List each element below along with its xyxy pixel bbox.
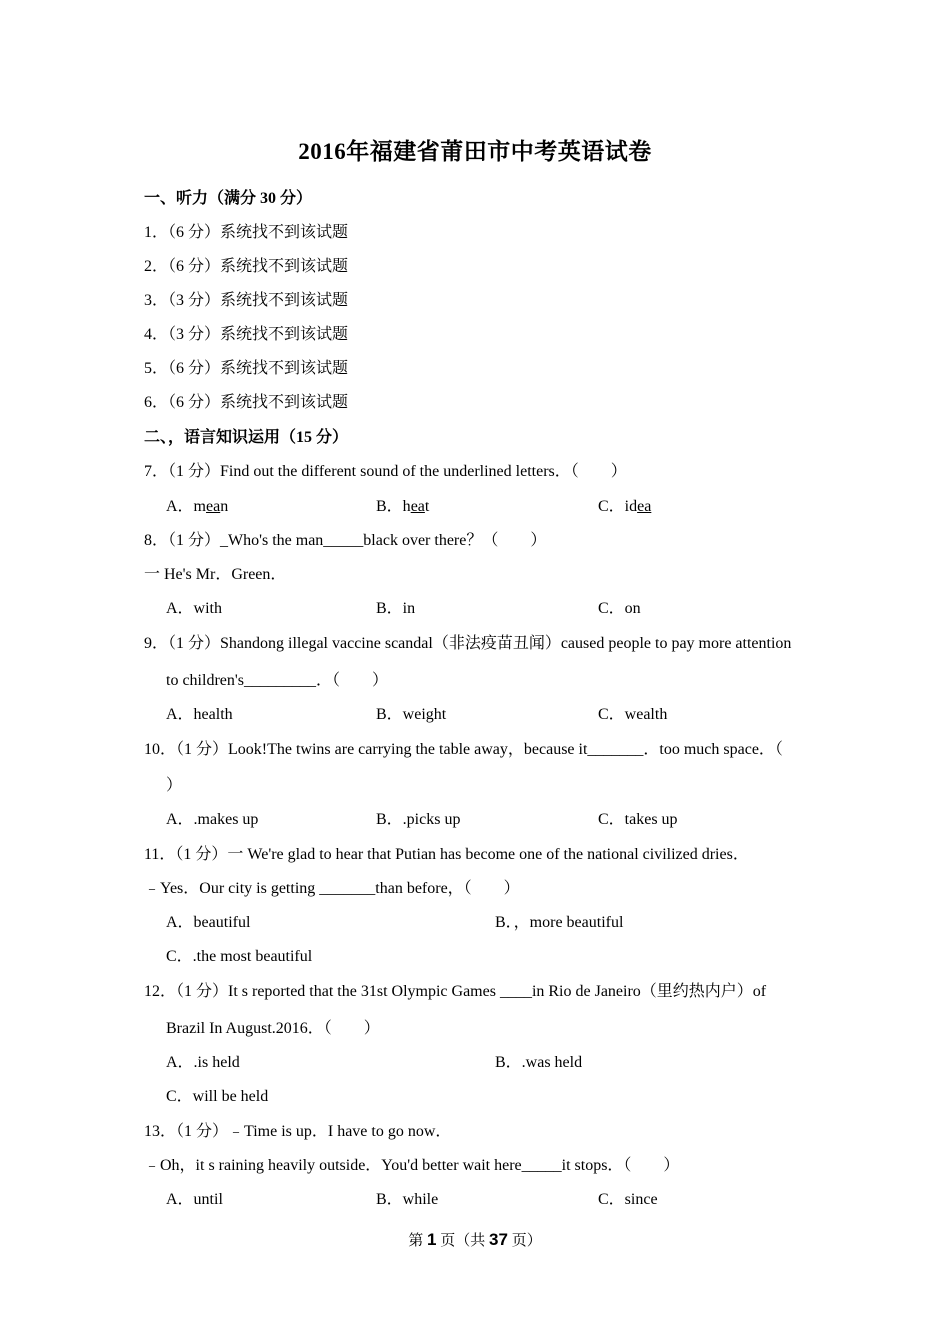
question-11-option-c: C．.the most beautiful <box>166 948 313 965</box>
question-13-dialogue: ﹣Oh，it s raining heavily outside．You'd better wait here_____it stops．（ ） <box>144 1157 680 1174</box>
section-heading-language: 二、，语言知识运用（15 分） <box>144 429 349 446</box>
question-1: 1．（6 分）系统找不到该试题 <box>144 224 349 241</box>
question-10-stem-continued: ） <box>166 777 183 794</box>
question-5: 5．（6 分）系统找不到该试题 <box>144 360 349 377</box>
question-7-option-b: B．heat <box>376 498 430 515</box>
question-9-option-b: B．weight <box>376 706 447 723</box>
question-8-option-c: C．on <box>598 600 641 617</box>
question-10-option-b: B．.picks up <box>376 811 461 828</box>
question-12-stem-continued: Brazil In August.2016．（ ） <box>166 1020 380 1037</box>
question-2: 2．（6 分）系统找不到该试题 <box>144 258 349 275</box>
question-8-stem: 8．（1 分）_Who's the man_____black over there？（ ） <box>144 532 547 549</box>
question-8-option-b: B．in <box>376 600 416 617</box>
question-11-stem: 11．（1 分）一 We're glad to hear that Putian has become one of the national civilized dries． <box>144 846 749 863</box>
question-13-stem: 13．（1 分）﹣Time is up．I have to go now． <box>144 1123 452 1140</box>
question-11-dialogue: ﹣Yes．Our city is getting _______than before，（ ） <box>144 880 520 897</box>
question-9-stem: 9．（1 分）Shandong illegal vaccine scandal（非法疫苗丑闻）caused people to pay more attention <box>144 635 792 652</box>
question-13-option-a: A．until <box>166 1191 223 1208</box>
question-9-stem-continued: to children's_________．（ ） <box>166 672 388 689</box>
question-6: 6．（6 分）系统找不到该试题 <box>144 394 349 411</box>
section-heading-listening: 一、听力（满分 30 分） <box>144 190 313 207</box>
question-12-option-c: C．will be held <box>166 1088 269 1105</box>
question-11-option-a: A．beautiful <box>166 914 251 931</box>
exam-title: 2016年福建省莆田市中考英语试卷 <box>298 139 652 164</box>
question-3: 3．（3 分）系统找不到该试题 <box>144 292 349 309</box>
question-8-dialogue: 一 He's Mr．Green． <box>144 566 287 583</box>
question-9-option-c: C．wealth <box>598 706 668 723</box>
question-7-option-a: A．mean <box>166 498 229 515</box>
question-7-stem: 7．（1 分）Find out the different sound of the underlined letters．（ ） <box>144 463 627 480</box>
page-footer: 第 1 页（共 37 页） <box>408 1230 542 1249</box>
question-12-stem: 12．（1 分）It s reported that the 31st Olympic Games ____in Rio de Janeiro（里约热内户）of <box>144 983 767 1000</box>
question-8-option-a: A．with <box>166 600 223 617</box>
question-10-option-c: C．takes up <box>598 811 678 828</box>
question-7-option-c: C．idea <box>598 498 652 515</box>
question-13-option-c: C．since <box>598 1191 658 1208</box>
question-13-option-b: B．while <box>376 1191 439 1208</box>
question-4: 4．（3 分）系统找不到该试题 <box>144 326 349 343</box>
page-number: 1 <box>427 1230 437 1249</box>
question-12-option-b: B．.was held <box>495 1054 583 1071</box>
question-10-stem: 10．（1 分）Look!The twins are carrying the table away，because it_______．too much space．（ <box>144 741 783 758</box>
page-total: 37 <box>489 1230 508 1249</box>
question-12-option-a: A．.is held <box>166 1054 240 1071</box>
question-10-option-a: A．.makes up <box>166 811 259 828</box>
question-9-option-a: A．health <box>166 706 233 723</box>
question-11-option-b: B．，more beautiful <box>495 914 624 931</box>
